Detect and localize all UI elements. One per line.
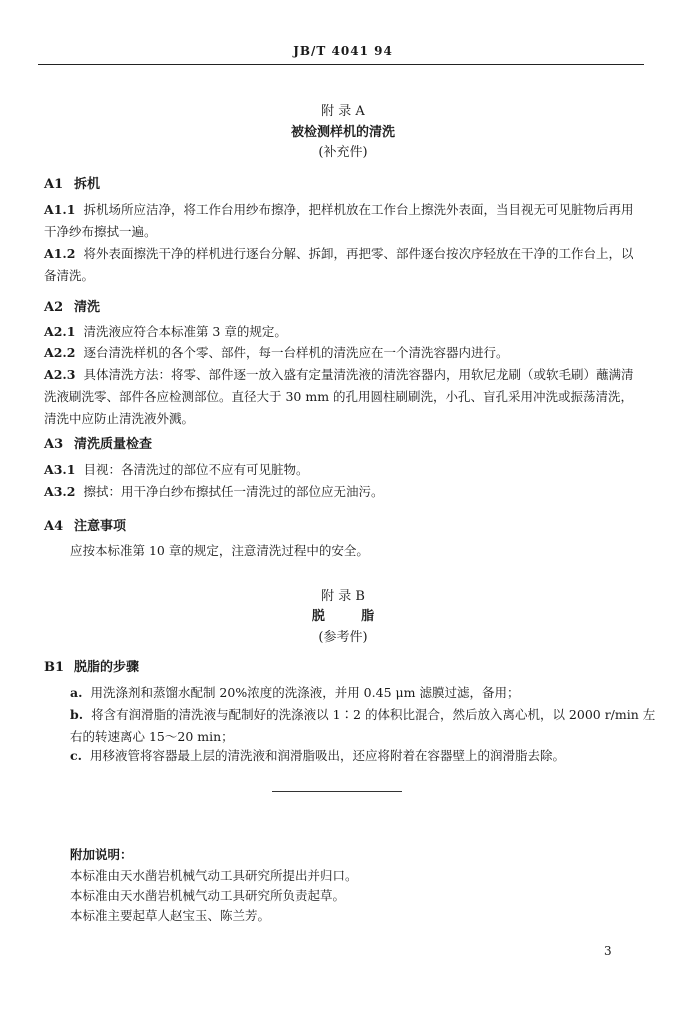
paragraph-a2-3 [44, 364, 640, 430]
paragraph-text: 拆机场所应洁净，将工作台用纱布擦净，把样机放在工作台上擦洗外表面，当目视无可见脏物后再用干净纱布擦拭一遍。 [44, 202, 634, 239]
section-number: A3 [44, 437, 64, 452]
section-a3 [44, 433, 152, 452]
paragraph-number: A1.1 [44, 202, 76, 217]
step-c [44, 745, 666, 767]
paragraph-text: 应按本标准第 10 章的规定，注意清洗过程中的安全。 [70, 543, 369, 558]
appendix-b-note: (参考件) [318, 630, 368, 645]
paragraph-text: 具体清洗方法：将零、部件逐一放入盛有定量清洗液的清洗容器内，用软尼龙刷（或软毛刷）蘸满清洗液刷洗零、部件各应检测部位。直径大于 30 mm 的孔用圆柱刷刷洗，小孔、盲孔采用冲洗或振荡清洗，清洗中应防止清洗液外溅。 [44, 367, 634, 426]
paragraph-a1-2 [44, 243, 640, 287]
section-number: A4 [44, 519, 64, 534]
paragraph-number: A2.3 [44, 367, 76, 382]
section-title: 脱脂的步骤 [74, 660, 140, 675]
step-text: 将含有润滑脂的清洗液与配制好的洗涤液以 1∶2 的体积比混合，然后放入离心机，以 2000 r/min 左右的转速离心 15～20 min； [70, 707, 656, 744]
paragraph-text: 逐台清洗样机的各个零、部件，每一台样机的清洗应在一个清洗容器内进行。 [83, 345, 509, 360]
appendix-b-title: 附 录 B [321, 589, 365, 604]
paragraph-number: A3.2 [44, 484, 76, 499]
paragraph-a3-2 [44, 481, 640, 503]
paragraph-text: 清洗液应符合本标准第 3 章的规定。 [83, 324, 287, 339]
additional-line: 本标准由天水凿岩机械气动工具研究所负责起草。 [70, 888, 346, 903]
page-header: JB/T 4041 94 [293, 44, 393, 58]
paragraph-number: A2.1 [44, 324, 76, 339]
paragraph-text: 目视：各清洗过的部位不应有可见脏物。 [83, 462, 309, 477]
paragraph-text: 擦拭：用干净白纱布擦拭任一清洗过的部位应无油污。 [83, 484, 384, 499]
section-title: 清洗质量检查 [74, 437, 153, 452]
additional-heading: 附加说明： [70, 847, 133, 862]
appendix-a-note: (补充件) [318, 145, 368, 160]
appendix-a-subtitle: 被检测样机的清洗 [290, 125, 395, 140]
paragraph-a2-1 [44, 321, 640, 343]
section-title: 清洗 [74, 300, 101, 315]
step-label: c. [70, 748, 82, 763]
section-number: B1 [44, 660, 65, 675]
section-a1 [44, 173, 100, 192]
paragraph-number: A1.2 [44, 246, 76, 261]
paragraph-number: A2.2 [44, 345, 76, 360]
section-a4 [44, 515, 126, 534]
paragraph-a1-1 [44, 199, 640, 243]
section-title: 注意事项 [74, 519, 127, 534]
paragraph-a3-1 [44, 459, 640, 481]
step-b [44, 704, 666, 748]
section-b1 [44, 656, 139, 675]
step-a [44, 682, 666, 704]
paragraph-a2-2 [44, 342, 640, 364]
step-text: 用移液管将容器最上层的清洗液和润滑脂吸出，还应将附着在容器壁上的润滑脂去除。 [89, 748, 565, 763]
section-divider [272, 791, 402, 792]
section-a2 [44, 296, 100, 315]
header-rule [38, 64, 644, 65]
appendix-b-subtitle: 脱 脂 [311, 609, 375, 624]
paragraph-text: 将外表面擦洗干净的样机进行逐台分解、拆卸，再把零、部件逐台按次序轻放在干净的工作台上，以备清洗。 [44, 246, 634, 283]
paragraph-a4 [44, 540, 666, 562]
section-number: A1 [44, 177, 64, 192]
page-number: 3 [604, 944, 612, 958]
additional-line: 本标准由天水凿岩机械气动工具研究所提出并归口。 [70, 868, 358, 883]
step-label: a. [70, 685, 83, 700]
step-label: b. [70, 707, 84, 722]
section-number: A2 [44, 300, 64, 315]
section-title: 拆机 [74, 177, 101, 192]
step-text: 用洗涤剂和蒸馏水配制 20%浓度的洗涤液，并用 0.45 μm 滤膜过滤，备用； [90, 685, 520, 700]
additional-line: 本标准主要起草人赵宝玉、陈兰芳。 [70, 908, 271, 923]
appendix-a-title: 附 录 A [321, 104, 365, 119]
paragraph-number: A3.1 [44, 462, 76, 477]
